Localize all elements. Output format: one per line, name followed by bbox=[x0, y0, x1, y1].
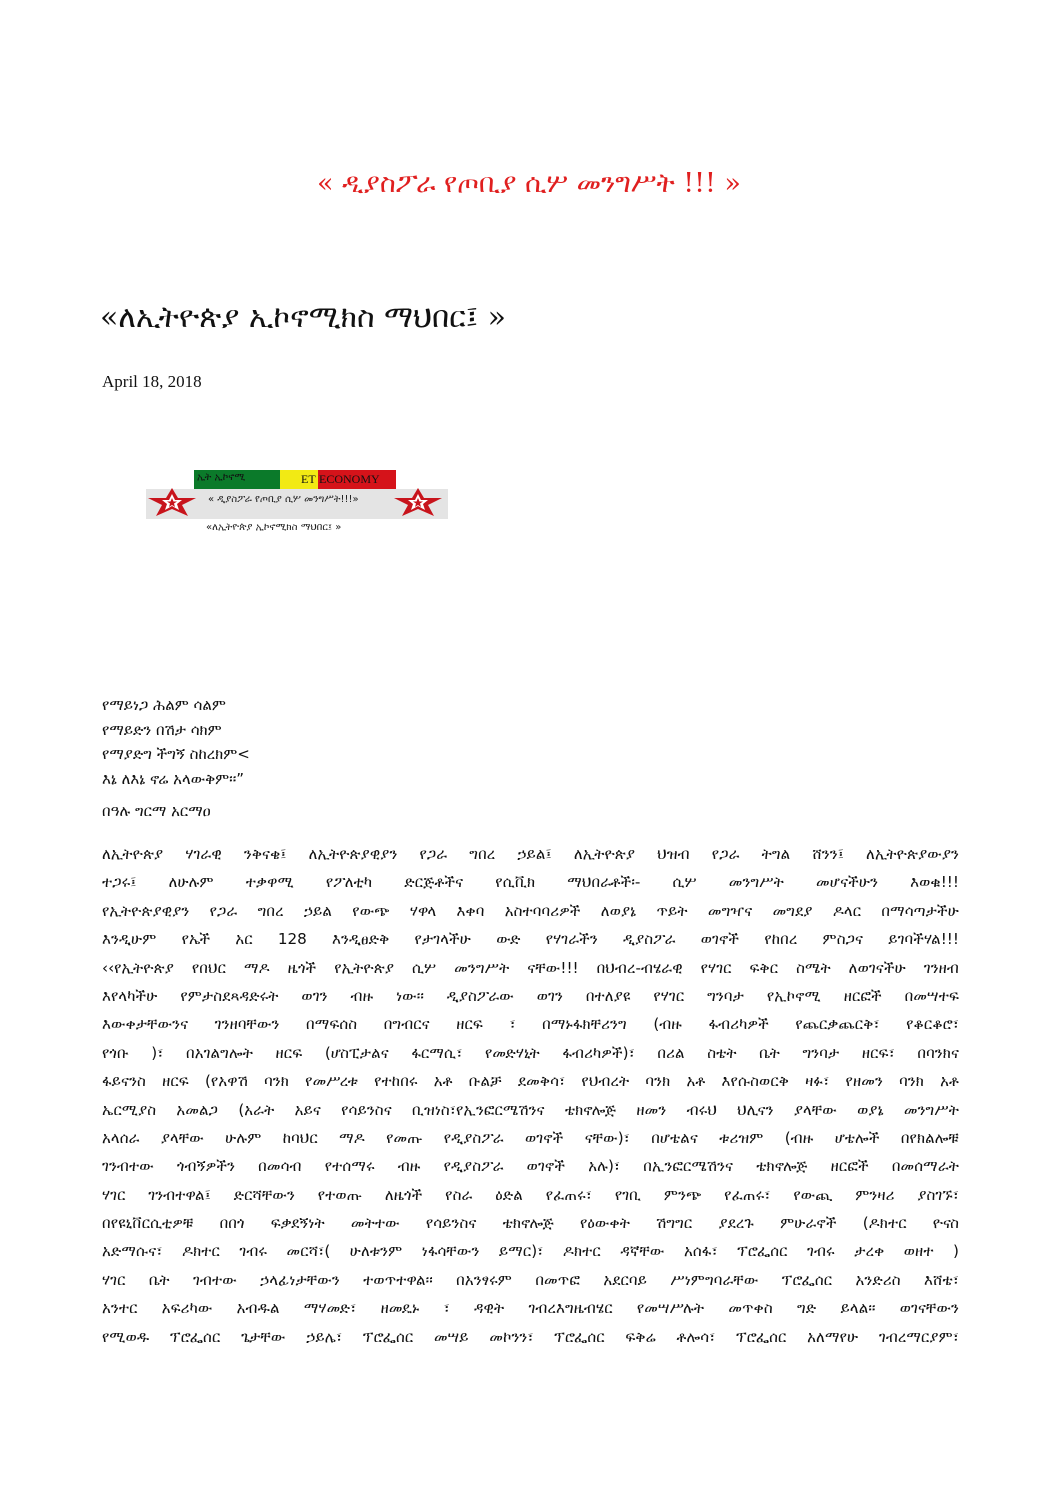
poem-author: በዓሉ ግርማ አርማዐ bbox=[102, 802, 211, 820]
paragraph-line: ተጋሩ፤ ለሁሉም ተቃዋሚ የፖለቲካ ድርጅቶችና የሲቪክ ማህበራቶች፡- ሲሦ መንግሥት መሆናችሁን እወቁ!!! bbox=[102, 873, 959, 892]
banner-title-line: « ዲያስፖራ የጦቢያ ሲሦ መንግሥት!!!» bbox=[208, 494, 359, 505]
publish-date: April 18, 2018 bbox=[102, 372, 202, 391]
body-paragraph bbox=[102, 840, 959, 1351]
paragraph-line: እየላካችሁ የምታስደጻዳድሩት ወገን ብዙ ነው፡፡ ዲያስፖራው ወገን በተለያዩ የሃገር ግንባታ የኢኮኖሚ ዘርፎች በመሣተፍ bbox=[102, 986, 959, 1005]
flag-economy-label: ECONOMY bbox=[319, 472, 380, 486]
paragraph-line: ገንብተው ጎብኝዎችን በመሳብ የተሰማሩ ብዙ የዲያስፖራ ወገኖች አሉ)፣ በኢንፎርሜሽንና ቴክኖሎጅ ዘርፎች በመሰማራት bbox=[102, 1157, 959, 1176]
page-title: « ዲያስፖራ የጦቢያ ሲሦ መንግሥት !!! » bbox=[317, 168, 741, 199]
paragraph-line: የኢትዮጵያዊያን የጋራ ግበረ ኃይል የውጭ ሃዋላ እቀባ አስተባባሪዎች ለወያኔ ጥይት መግዣና መግደያ ዶላር በማሳጣታችሁ bbox=[102, 901, 959, 920]
paragraph-line: ፋይናንስ ዘርፍ (የአዋሽ ባንክ የመሥረቱ የተከበሩ አቶ ቡልቻ ደመቅሳ፣ የህብረት ባንክ አቶ እየሱስወርቅ ዛፉ፣ የዘመን ባንክ አቶ bbox=[102, 1072, 959, 1091]
paragraph-line: የሚወዱ ፕሮፌሰር ጌታቸው ኃይሌ፣ ፕሮፌሰር መሣይ መኮንን፣ ፕሮፌሰር ፍቅሬ ቶሎሳ፣ ፕሮፌሰር አለማየሁ ገብረማርያም፣ bbox=[102, 1327, 959, 1346]
paragraph-line: በየዩኒቨርሲቲዎቹ በበጎ ፍቃደኝነት መትተው የሳይንስና ቴክኖሎጅ የዕውቀት ሽግግር ያደረጉ ምሁራኖች (ዶክተር ዮናስ bbox=[102, 1214, 959, 1233]
star-emblem-icon bbox=[392, 487, 444, 517]
paragraph-line: አንተር አፍሪካው አብዱል ማሃመድ፣ ዘመዴኑ ፣ ዳዊት ገብረእግዜብሄር የመሣሥሉት መጥቀስ ግድ ይላል፡፡ ወገናቸውን bbox=[102, 1299, 959, 1318]
poem-line: የማያድግ ችግኝ ስከረክም< bbox=[102, 745, 250, 763]
flag-et-label: ET bbox=[301, 472, 316, 486]
paragraph-line: የጎቡ )፣ በአገልግሎት ዘርፍ (ሆስፒታልና ፋርማሲ፣ የመድሃኒት ፋብሪካዎች)፣ በሪል ስቴት ቤት ግንባታ ዘርፍ፣ በባንክና bbox=[102, 1043, 959, 1062]
poem-block bbox=[102, 693, 250, 791]
paragraph-line: ሃገር ገንብተዋል፤ ድርሻቸውን የተወጡ ለዜጎች የስራ ዕድል የፈጠሩ፣ የገቢ ምንጭ የፈጠሩ፣ የውጪ ምንዛሪ ያስገኙ፣ bbox=[102, 1185, 959, 1204]
header-banner-image bbox=[146, 470, 448, 538]
paragraph-line: አድማሱና፣ ዶክተር ገብሩ መርሻ፣( ሁለቱንም ነፋሳቸውን ይማር)፣ ዶክተር ዳኛቸው አሰፋ፣ ፕሮፌሰር ገብሩ ታረቀ ወዘተ ) bbox=[102, 1242, 959, 1261]
paragraph-line: ለኢትዮጵያ ሃገራዊ ንቅናቄ፤ ለኢትዮጵያዊያን የጋራ ግበረ ኃይል፤ ለኢትዮጵያ ህዝብ የጋራ ትግል ሸንን፤ ለኢትዮጵያውያን bbox=[102, 845, 959, 863]
flag-amharic-label: ኢት ኢኮኖሚ bbox=[197, 472, 246, 483]
article-subtitle: «ለኢትዮጵያ ኢኮኖሚክስ ማህበር፤ » bbox=[100, 300, 506, 335]
poem-line: የማይድን በሽታ ሳክም bbox=[102, 720, 222, 739]
flag-text bbox=[194, 471, 396, 489]
poem-line: እኔ ለእኔ ኖሬ አላውቅም፡፡” bbox=[102, 769, 245, 788]
paragraph-line: እውቀታቸውንና ገንዘባቸውን በማፍሰስ በግብርና ዘርፍ ፣ በማኑፋክቸሪንግ (ብዙ ፋብሪካዎች የጨርቃጨርቅ፣ የቆርቆሮ፣ bbox=[102, 1015, 959, 1034]
paragraph-line: ‹‹የኢትዮጵያ የበህር ማዶ ዜጎች የኢትዮጵያ ሲሦ መንግሥት ናቸው!!! በህብረ-ብሄራዊ የሃገር ፍቅር ስሜት ለወገናችሁ ገንዘብ bbox=[102, 958, 959, 977]
paragraph-line: ኤርሚያስ አመልጋ (አራት አይና የሳይንስና ቢዝነስ፣የኢንፎርሜሽንና ቴክኖሎጅ ዘመን ብሩህ ህሊናን ያላቸው ወያኔ መንግሥት bbox=[102, 1100, 959, 1119]
poem-line: የማይነጋ ሕልም ሳልም bbox=[102, 696, 226, 714]
banner-subtitle-line: «ለኢትዮጵያ ኢኮኖሚክስ ማህበር፤ » bbox=[206, 522, 342, 533]
paragraph-line: አላሰራ ያላቸው ሁሉም ከባህር ማዶ የመጡ የዲያስፖራ ወገኖች ናቸው)፣ በሆቴልና ቱሪዝም (ብዙ ሆቴሎች በየክልሎቹ bbox=[102, 1128, 959, 1147]
star-emblem-icon bbox=[146, 487, 198, 517]
paragraph-line: ሃገር ቤት ገብተው ኃላፊነታቸውን ተወጥተዋል፡፡ በአንፃሩም በመጥፎ አደርባይ ሥነምግባራቸው ፕሮፌሰር አንድሪስ እሸቴ፣ bbox=[102, 1270, 959, 1289]
paragraph-line: እንዲሁም የኤች አር 128 እንዲፀድቅ የታገላችሁ ውድ የሃገራችን ዲያስፖራ ወገኖች የከበረ ምስጋና ይገባችሃል!!! bbox=[102, 930, 959, 949]
